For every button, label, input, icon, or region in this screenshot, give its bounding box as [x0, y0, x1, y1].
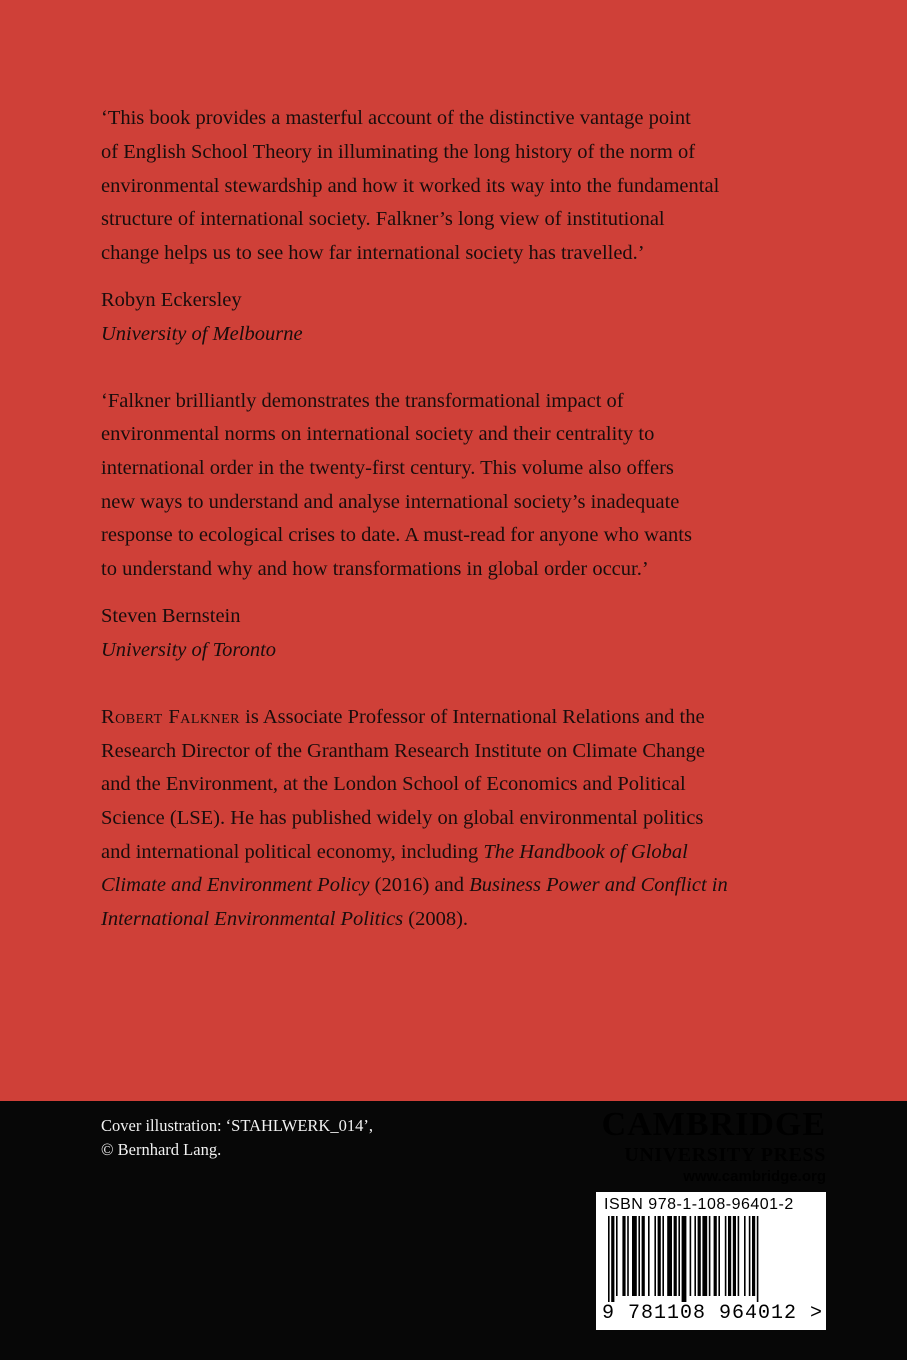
barcode-bar: [682, 1216, 687, 1302]
barcode-bar: [622, 1216, 625, 1296]
bio-line: [101, 838, 688, 866]
barcode-digits: 9 781108 964012 >: [602, 1302, 824, 1325]
bio-text: (2016) and: [369, 874, 470, 896]
barcode-bar: [654, 1216, 656, 1296]
barcode-bar: [744, 1216, 746, 1296]
barcode-icon: [606, 1216, 816, 1302]
barcode-bar: [674, 1216, 677, 1296]
bio-text: and international political economy, including: [101, 841, 484, 863]
barcode-bar: [638, 1216, 640, 1296]
book-title: Business Power and Conflict in: [469, 874, 728, 896]
publisher-subname: UNIVERSITY PRESS: [624, 1144, 826, 1166]
bio-text: (2008).: [403, 908, 469, 930]
book-title: Climate and Environment Policy: [101, 874, 370, 896]
barcode-bar: [738, 1216, 740, 1296]
quote-line: ‘Falkner brilliantly demonstrates the transformational impact of: [101, 390, 624, 412]
quote-author: Steven Bernstein: [101, 605, 241, 627]
barcode-bar: [757, 1216, 759, 1302]
barcode-bar: [733, 1216, 736, 1296]
barcode-bar: [749, 1216, 751, 1296]
quote-line: of English School Theory in illuminating the long history of the norm of: [101, 141, 696, 163]
quote-line: new ways to understand and analyse international society’s inadequate: [101, 491, 680, 513]
bio-text: is Associate Professor of International Relations and the: [240, 706, 705, 728]
quote-line: environmental norms on international society and their centrality to: [101, 423, 655, 445]
quote-line: to understand why and how transformations in global order occur.’: [101, 558, 649, 580]
barcode-bar: [616, 1216, 618, 1296]
barcode-bar: [608, 1216, 610, 1302]
barcode-bar: [611, 1216, 614, 1302]
quote-line: environmental stewardship and how it worked its way into the fundamental: [101, 175, 720, 197]
quote-line: response to ecological crises to date. A must-read for anyone who wants: [101, 524, 692, 546]
book-title: International Environmental Politics: [101, 908, 404, 930]
barcode-bar: [678, 1216, 680, 1296]
credit-line: © Bernhard Lang.: [101, 1140, 222, 1159]
barcode-bar: [702, 1216, 707, 1296]
author-name: Robert Falkner: [101, 706, 241, 728]
barcode-bar: [658, 1216, 661, 1296]
barcode-bar: [648, 1216, 650, 1296]
book-title: The Handbook of Global: [483, 841, 688, 863]
barcode-bar: [632, 1216, 637, 1296]
bio-line: and the Environment, at the London School of Economics and Political: [101, 773, 686, 795]
quote-affiliation: University of Toronto: [101, 639, 277, 661]
barcode-bar: [690, 1216, 692, 1296]
quote-line: international order in the twenty-first century. This volume also offers: [101, 457, 674, 479]
bio-line: [101, 905, 468, 933]
bio-line: [101, 871, 728, 899]
barcode-bar: [752, 1216, 755, 1296]
isbn-barcode: [596, 1192, 826, 1330]
quote-author: Robyn Eckersley: [101, 289, 242, 311]
barcode-bar: [694, 1216, 696, 1296]
quote-line: change helps us to see how far international society has travelled.’: [101, 242, 645, 264]
bio-line: Science (LSE). He has published widely on global environmental politics: [101, 807, 704, 829]
barcode-bar: [709, 1216, 711, 1296]
barcode-bar: [627, 1216, 629, 1296]
credit-line: Cover illustration: ‘STAHLWERK_014’,: [101, 1116, 373, 1135]
barcode-bar: [662, 1216, 664, 1296]
bio-line: Research Director of the Grantham Research Institute on Climate Change: [101, 740, 705, 762]
barcode-bar: [667, 1216, 672, 1296]
quote-line: structure of international society. Falkner’s long view of institutional: [101, 208, 665, 230]
barcode-bar: [642, 1216, 645, 1296]
bio-line: [101, 703, 705, 731]
barcode-bar: [698, 1216, 701, 1296]
publisher-url: www.cambridge.org: [683, 1168, 826, 1185]
publisher-name: CAMBRIDGE: [601, 1106, 826, 1143]
barcode-bar: [714, 1216, 717, 1296]
barcode-bar: [725, 1216, 727, 1296]
isbn-label: ISBN 978-1-108-96401-2: [604, 1196, 794, 1213]
quote-line: ‘This book provides a masterful account of the distinctive vantage point: [101, 107, 691, 129]
barcode-bar: [728, 1216, 731, 1296]
barcode-bar: [718, 1216, 720, 1296]
quote-affiliation: University of Melbourne: [101, 323, 303, 345]
